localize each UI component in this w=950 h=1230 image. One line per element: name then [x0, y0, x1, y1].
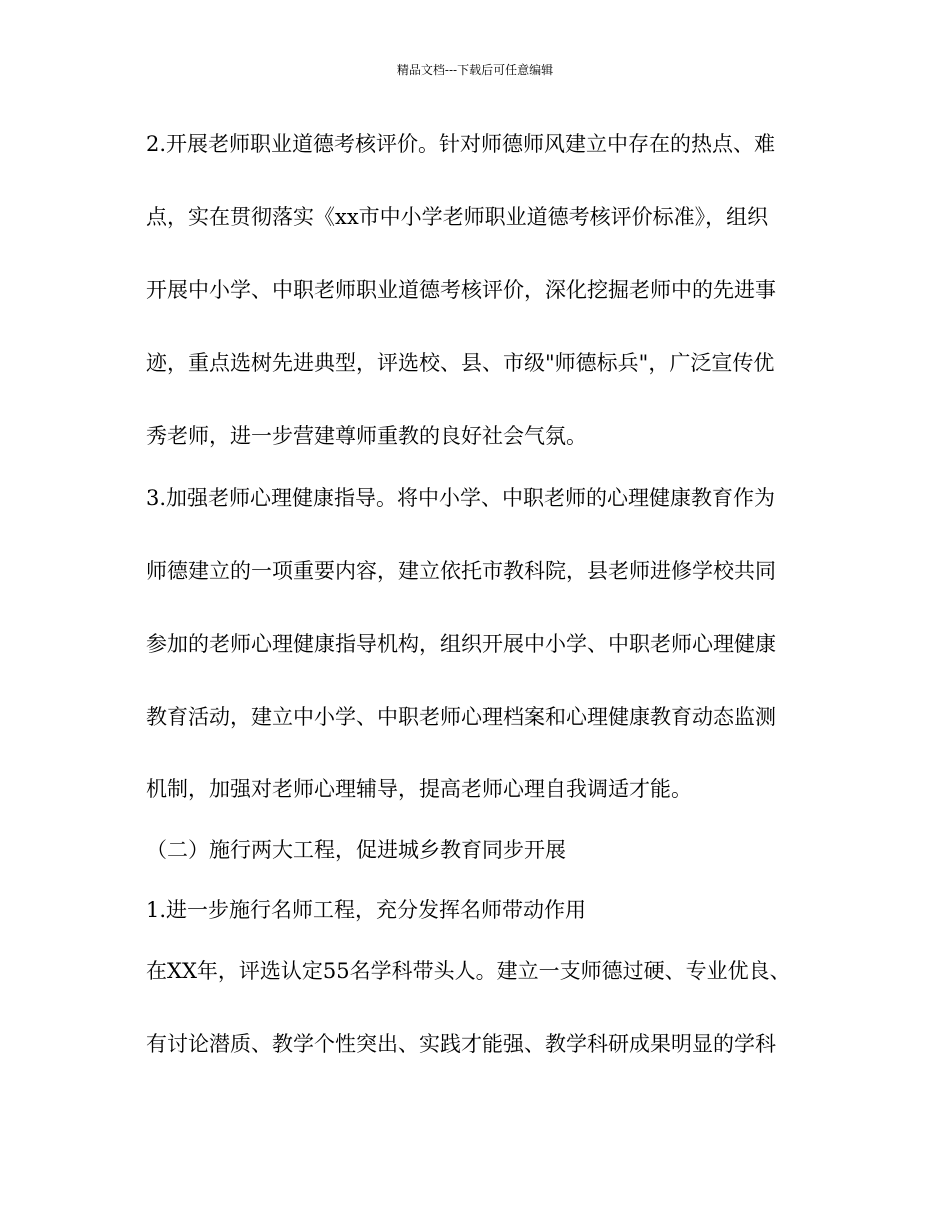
- paragraph-line: 在XX年，评选认定55名学科带头人。建立一支师德过硬、专业优良、: [146, 959, 791, 983]
- section-heading: （二）施行两大工程，促进城乡教育同步开展: [146, 838, 566, 862]
- paragraph-line: 师德建立的一项重要内容，建立依托市教科院，县老师进修学校共同: [146, 559, 776, 583]
- page-header: 精品文档---下载后可任意编辑: [396, 63, 554, 77]
- paragraph-line: 迹，重点选树先进典型，评选校、县、市级"师德标兵"，广泛宣传优: [146, 351, 775, 375]
- paragraph-line: 开展中小学、中职老师职业道德考核评价，深化挖掘老师中的先进事: [146, 278, 776, 302]
- subsection-heading: 1.进一步施行名师工程，充分发挥名师带动作用: [146, 898, 587, 922]
- paragraph-line: 有讨论潜质、教学个性突出、实践才能强、教学科研成果明显的学科: [146, 1032, 776, 1056]
- paragraph-line: 点，实在贯彻落实《xx市中小学老师职业道德考核评价标准》，组织: [146, 205, 769, 229]
- paragraph-line: 2.开展老师职业道德考核评价。针对师德师风建立中存在的热点、难: [146, 132, 776, 156]
- paragraph-line: 机制，加强对老师心理辅导，提高老师心理自我调适才能。: [146, 777, 692, 801]
- paragraph-line: 秀老师，进一步营建尊师重教的良好社会气氛。: [146, 424, 587, 448]
- paragraph-line: 3.加强老师心理健康指导。将中小学、中职老师的心理健康教育作为: [146, 486, 776, 510]
- paragraph-line: 教育活动，建立中小学、中职老师心理档案和心理健康教育动态监测: [146, 705, 776, 729]
- paragraph-line: 参加的老师心理健康指导机构，组织开展中小学、中职老师心理健康: [146, 632, 776, 656]
